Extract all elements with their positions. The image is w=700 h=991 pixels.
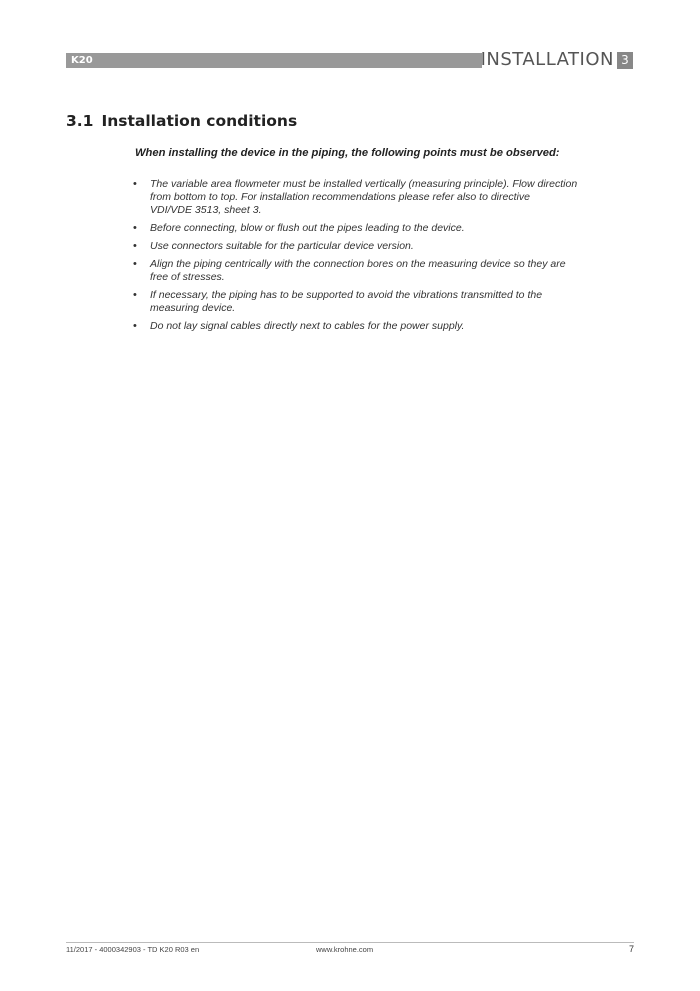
bullet-line: measuring device.: [150, 302, 236, 314]
footer-website: www.krohne.com: [316, 945, 374, 954]
chapter-number-badge: 3: [617, 52, 633, 69]
bullet-symbol: •: [133, 320, 137, 332]
bullet-item: [132, 289, 642, 315]
bullet-item: [132, 258, 642, 284]
bullet-line: VDI/VDE 3513, sheet 3.: [150, 204, 262, 216]
header-bar: [66, 53, 482, 68]
bullet-line: Use connectors suitable for the particular device version.: [150, 240, 414, 252]
bullet-line: Do not lay signal cables directly next to cables for the power supply.: [150, 320, 465, 332]
bullet-symbol: •: [133, 289, 137, 301]
bullet-item: [132, 222, 642, 235]
bullet-symbol: •: [133, 258, 137, 270]
bullet-symbol: •: [133, 178, 137, 190]
bullet-line: from bottom to top. For installation recommendations please refer also to directive: [150, 191, 530, 203]
section-heading: [66, 112, 297, 130]
section-title-text: Installation conditions: [101, 112, 298, 130]
section-number: 3.1: [66, 112, 94, 130]
footer-divider: [66, 942, 634, 943]
bullet-symbol: •: [133, 222, 137, 234]
bullet-item: [132, 178, 642, 217]
bullet-list: [132, 178, 642, 338]
page-number: 7: [628, 944, 634, 954]
bullet-item: [132, 320, 642, 333]
bullet-line: Align the piping centrically with the connection bores on the measuring device so they are: [150, 258, 566, 270]
intro-text: When installing the device in the piping, the following points must be observed:: [135, 147, 560, 159]
bullet-line: Before connecting, blow or flush out the pipes leading to the device.: [150, 222, 465, 234]
bullet-symbol: •: [133, 240, 137, 252]
bullet-line: free of stresses.: [150, 271, 225, 283]
bullet-line: If necessary, the piping has to be supported to avoid the vibrations transmitted to the: [150, 289, 543, 301]
bullet-item: [132, 240, 642, 253]
footer-doc-ref: 11/2017 - 4000342903 - TD K20 R03 en: [66, 945, 200, 954]
section-title: INSTALLATION: [480, 49, 614, 70]
bullet-line: The variable area flowmeter must be installed vertically (measuring principle). Flow direction: [150, 178, 578, 190]
product-name: K20: [71, 55, 93, 66]
